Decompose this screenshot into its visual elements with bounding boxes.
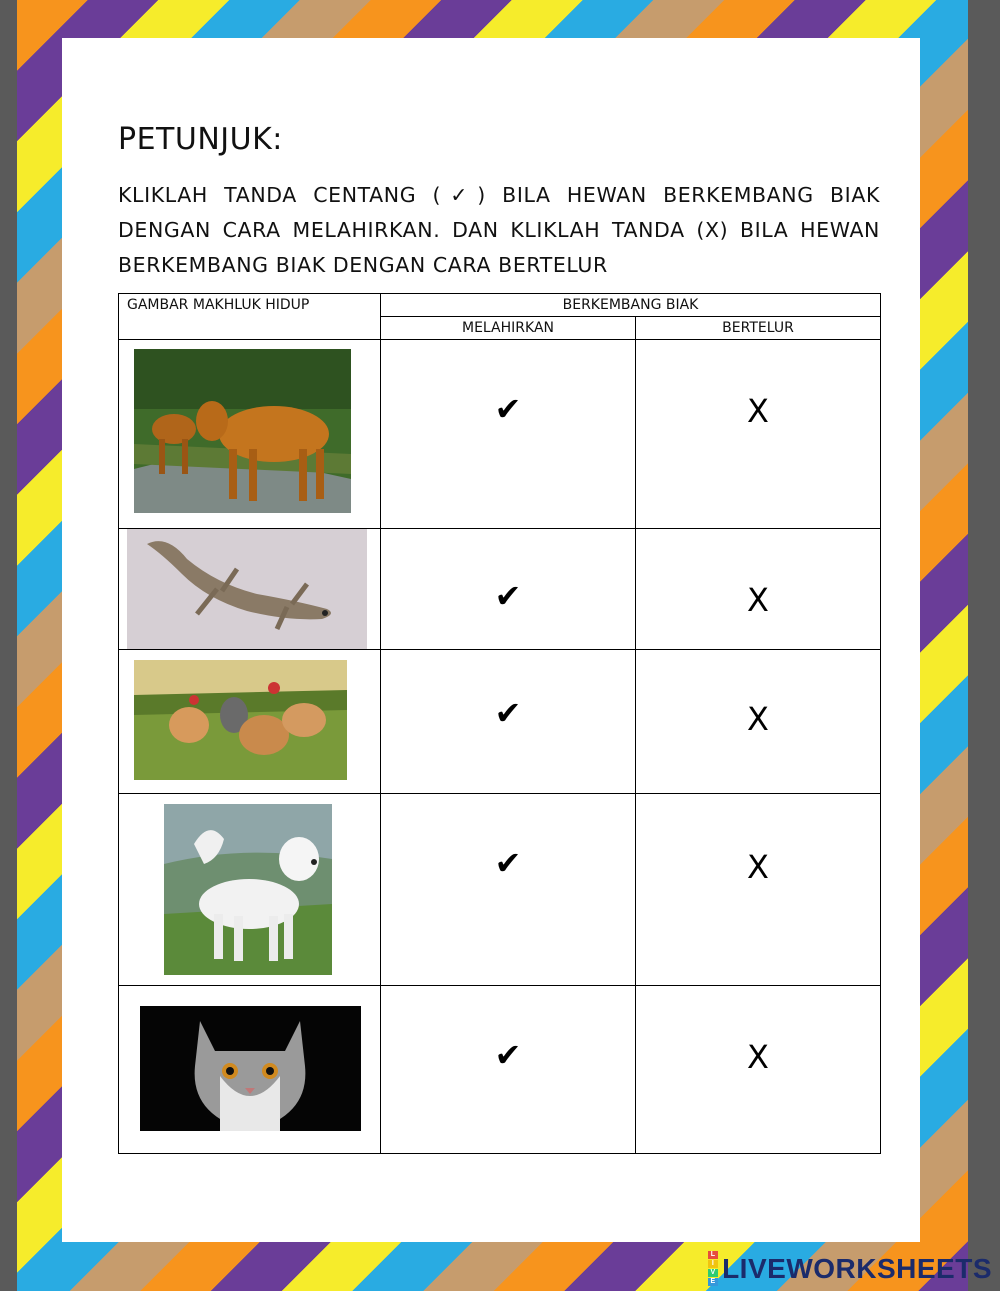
logo-icon: L I V E — [708, 1251, 718, 1286]
chickens-image — [134, 660, 347, 780]
bertelur-cell — [636, 650, 881, 794]
check-mark-icon[interactable]: ✔ — [494, 390, 522, 428]
melahirkan-cell — [381, 529, 636, 650]
page-title: PETUNJUK: — [118, 122, 283, 157]
instructions-text: KLIKLAH TANDA CENTANG (✓) BILA HEWAN BERKEMBANG BIAK DENGAN CARA MELAHIRKAN. DAN KLIKLAH TANDA (X) BILA HEWAN BERKEMBANG BIAK DENGAN CARA BERTELUR — [118, 183, 880, 277]
table-row — [119, 986, 881, 1154]
check-mark-icon[interactable]: ✔ — [494, 694, 522, 732]
bertelur-cell — [636, 340, 881, 529]
melahirkan-cell — [381, 650, 636, 794]
table-row — [119, 340, 881, 529]
image-cell — [119, 340, 381, 529]
table-row — [119, 650, 881, 794]
check-mark-icon[interactable]: ✔ — [494, 1036, 522, 1074]
header-image-column: GAMBAR MAKHLUK HIDUP — [119, 294, 381, 340]
melahirkan-cell — [381, 986, 636, 1154]
dog-image — [164, 804, 332, 975]
cross-mark-icon[interactable]: X — [747, 848, 769, 886]
brand-name: LIVEWORKSHEETS — [722, 1252, 992, 1284]
image-cell — [119, 986, 381, 1154]
cross-mark-icon[interactable]: X — [747, 392, 769, 430]
cross-mark-icon[interactable]: X — [747, 1038, 769, 1076]
table-row — [119, 529, 881, 650]
gecko-image — [127, 529, 367, 649]
header-melahirkan: MELAHIRKAN — [381, 317, 636, 340]
striped-border — [17, 0, 968, 1291]
check-mark-icon[interactable]: ✔ — [494, 577, 522, 615]
header-bertelur: BERTELUR — [636, 317, 881, 340]
image-cell — [119, 794, 381, 986]
cat-image — [140, 1006, 361, 1131]
worksheet-page — [62, 38, 920, 1242]
header-group: BERKEMBANG BIAK — [381, 294, 881, 317]
check-mark-icon[interactable]: ✔ — [494, 844, 522, 882]
table-row — [119, 794, 881, 986]
bertelur-cell — [636, 794, 881, 986]
image-cell — [119, 650, 381, 794]
bertelur-cell — [636, 986, 881, 1154]
cow-image — [134, 349, 351, 513]
bertelur-cell — [636, 529, 881, 650]
answer-table — [118, 293, 881, 1154]
image-cell — [119, 529, 381, 650]
melahirkan-cell — [381, 340, 636, 529]
melahirkan-cell — [381, 794, 636, 986]
cross-mark-icon[interactable]: X — [747, 581, 769, 619]
cross-mark-icon[interactable]: X — [747, 700, 769, 738]
liveworksheets-logo — [708, 1251, 992, 1286]
